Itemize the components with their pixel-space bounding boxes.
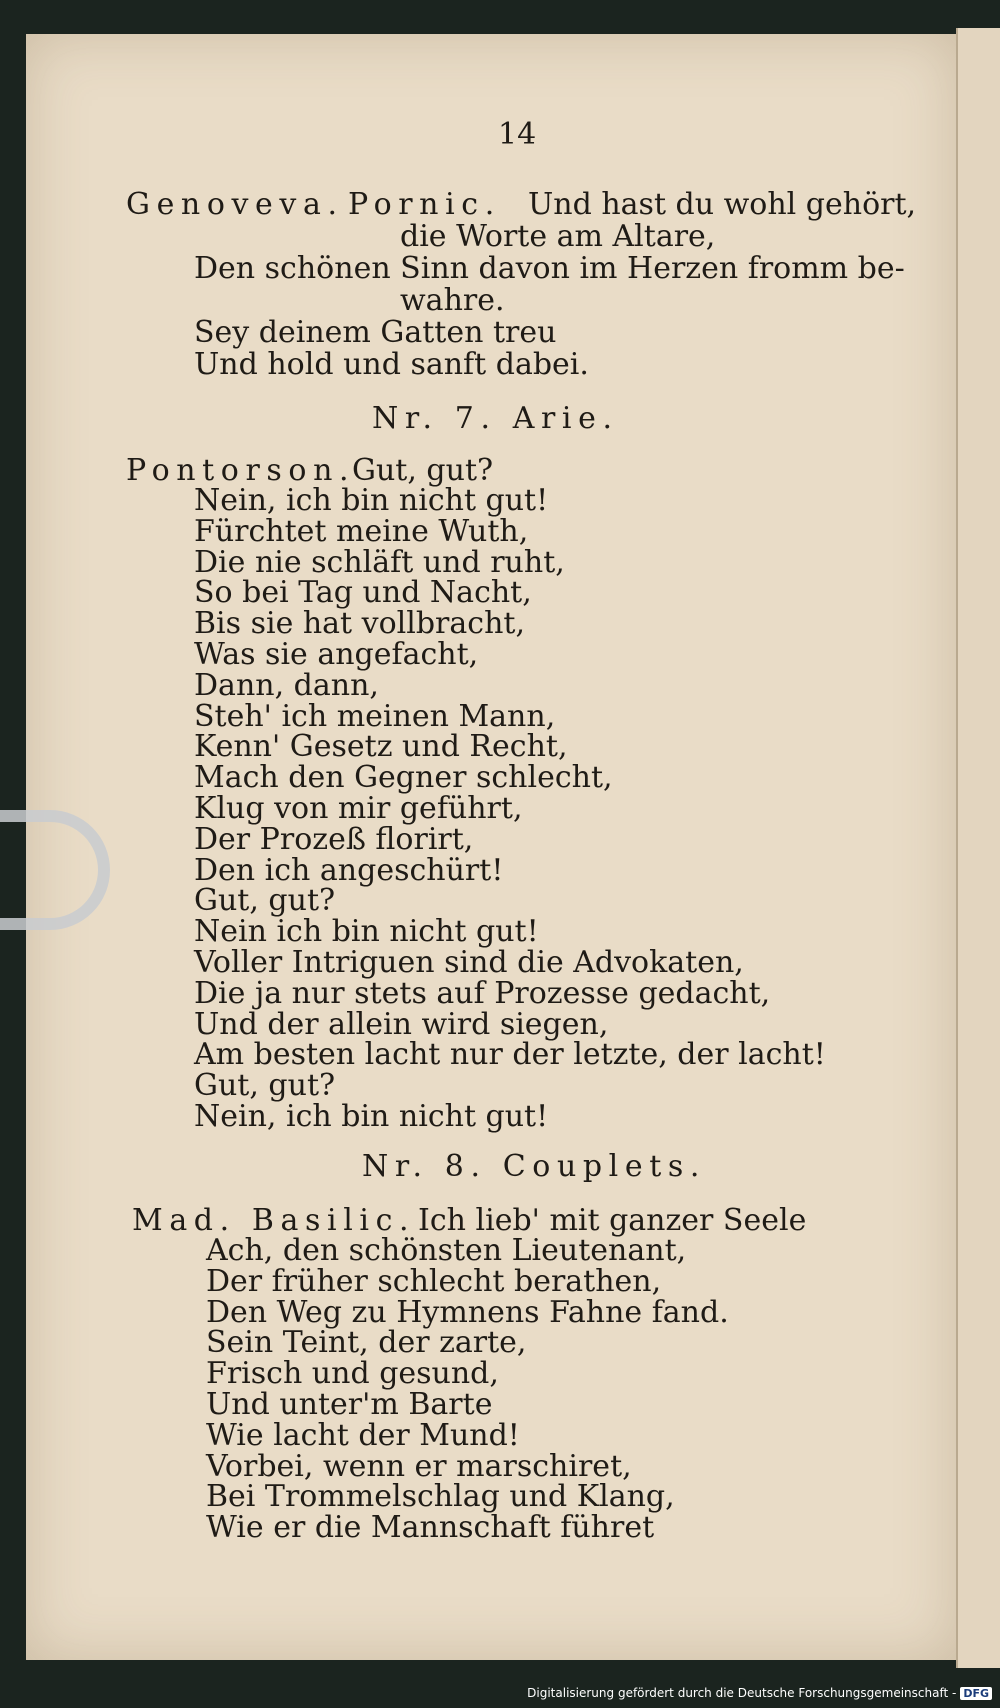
verse-line: Nein ich bin nicht gut!: [194, 914, 539, 950]
verse-line: Fürchtet meine Wuth,: [194, 513, 529, 549]
footer-credit: [527, 1686, 992, 1700]
verse-line: Frisch und gesund,: [206, 1356, 499, 1392]
verse-line: Dann, dann,: [194, 667, 379, 703]
verse-line: Klug von mir geführt,: [194, 791, 523, 826]
verse-line: Am besten lacht nur der letzte, der lacht!: [194, 1037, 826, 1073]
verse-line: Die nie schläft und ruht,: [194, 544, 565, 580]
speaker-basilic: Mad. Basilic.: [132, 1203, 416, 1238]
verse-line: Voller Intriguen sind die Advokaten,: [194, 945, 744, 980]
speaker-genoveva: Genoveva.: [126, 187, 344, 222]
verse-line: Ach, den schönsten Lieutenant,: [206, 1233, 687, 1268]
speaker-pontorson: Pontorson.: [126, 453, 356, 488]
verse-line: Nein, ich bin nicht gut!: [194, 1099, 549, 1134]
verse-line: Kenn' Gesetz und Recht,: [194, 729, 568, 765]
verse-line: Die ja nur stets auf Prozesse gedacht,: [194, 975, 771, 1011]
verse-line: Bis sie hat vollbracht,: [194, 606, 525, 642]
verse-line: wahre.: [400, 283, 505, 318]
verse-line: Vorbei, wenn er marschiret,: [206, 1448, 632, 1484]
verse-line: Gut, gut?: [352, 453, 494, 488]
section-heading: Nr. 8. Couplets.: [362, 1149, 707, 1184]
verse-line: Gut, gut?: [194, 1068, 336, 1104]
verse-line: Und der allein wird siegen,: [194, 1006, 609, 1042]
verse-line: Steh' ich meinen Mann,: [194, 698, 556, 734]
adjacent-page-edge: [956, 28, 1000, 1668]
verse-line: Nein, ich bin nicht gut!: [194, 483, 549, 518]
section-heading: Nr. 7. Arie.: [372, 401, 619, 436]
verse-line: Der früher schlecht berathen,: [206, 1263, 662, 1299]
verse-line: Gut, gut?: [194, 883, 336, 919]
verse-line: Den ich angeschürt!: [194, 852, 504, 888]
verse-line: Mach den Gegner schlecht,: [194, 760, 613, 796]
verse-line: Ich lieb' mit ganzer Seele: [418, 1203, 807, 1238]
verse-line: Wie er die Mannschaft führet: [206, 1510, 655, 1546]
verse-line: Und hold und sanft dabei.: [194, 347, 589, 382]
verse-line: Sein Teint, der zarte,: [206, 1325, 527, 1361]
book-page: [26, 34, 956, 1660]
verse-line: So bei Tag und Nacht,: [194, 575, 532, 611]
verse-line: Der Prozeß florirt,: [194, 821, 474, 857]
verse-line: Was sie angefacht,: [194, 637, 479, 672]
verse-line: die Worte am Altare,: [400, 219, 716, 254]
verse-line: Und hast du wohl gehört,: [528, 187, 917, 222]
dfg-logo-icon: DFG: [960, 1687, 992, 1700]
verse-line: Bei Trommelschlag und Klang,: [206, 1479, 675, 1515]
verse-line: Den Weg zu Hymnens Fahne fand.: [206, 1294, 729, 1330]
footer-text: Digitalisierung gefördert durch die Deutsche Forschungsgemeinschaft -: [527, 1686, 957, 1700]
verse-line: Den schönen Sinn davon im Herzen fromm be-: [194, 251, 905, 286]
speaker-pornic: Pornic.: [348, 187, 501, 222]
verse-line: Wie lacht der Mund!: [206, 1417, 520, 1453]
page-number: 14: [498, 117, 537, 152]
verse-line: Und unter'm Barte: [206, 1387, 493, 1422]
verse-line: Sey deinem Gatten treu: [194, 315, 557, 350]
